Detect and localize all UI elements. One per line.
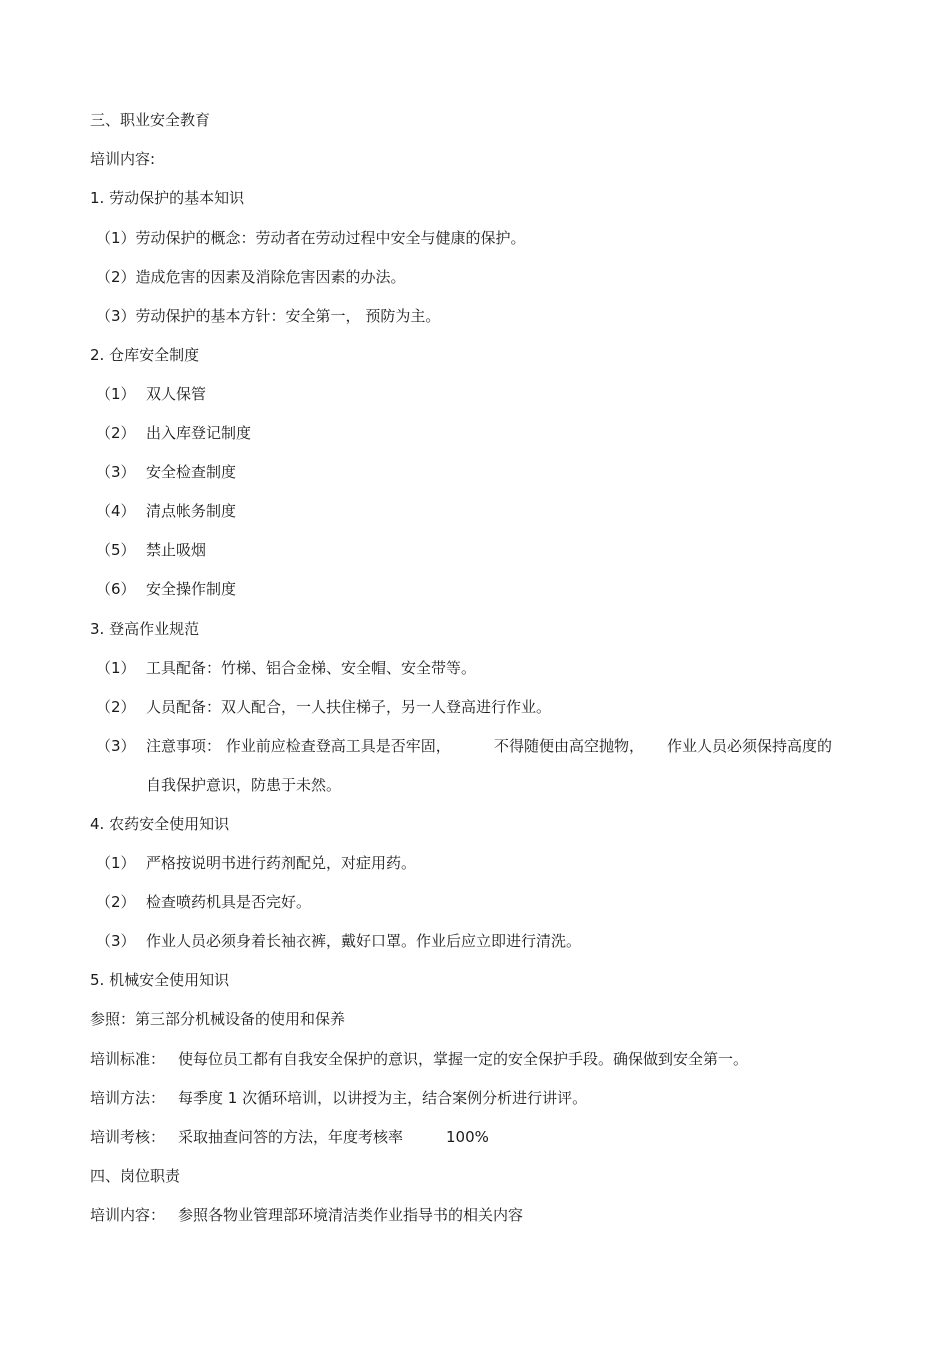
item-2-sub-1-num: （1） [96, 385, 136, 403]
training-standard-label: 培训标准： [90, 1050, 166, 1068]
item-3-sub-3-continuation: 自我保护意识，防患于未然。 [146, 776, 342, 794]
item-4-sub-3-text: 作业人员必须身着长袖衣裤，戴好口罩。作业后应立即进行清洗。 [146, 932, 582, 950]
item-1-sub-3: （3）劳动保护的基本方针：安全第一， 预防为主。 [96, 307, 441, 325]
item-2-sub-2-num: （2） [96, 424, 136, 442]
item-3-sub-3-text-c: 作业人员必须保持高度的 [667, 737, 833, 755]
item-2-sub-1-text: 双人保管 [146, 385, 207, 403]
item-4-sub-1-text: 严格按说明书进行药剂配兑，对症用药。 [146, 854, 417, 872]
item-2-sub-6-text: 安全操作制度 [146, 580, 237, 598]
section-4-content-text: 参照各物业管理部环境清洁类作业指导书的相关内容 [178, 1206, 524, 1224]
training-method-text: 每季度 1 次循环培训，以讲授为主，结合案例分析进行讲评。 [178, 1089, 588, 1107]
item-5-heading: 5. 机械安全使用知识 [90, 971, 230, 989]
item-3-sub-2-text: 人员配备：双人配合，一人扶住梯子，另一人登高进行作业。 [146, 698, 552, 716]
section-3-title: 三、职业安全教育 [90, 111, 211, 129]
training-method-label: 培训方法： [90, 1089, 166, 1107]
item-1-sub-2: （2）造成危害的因素及消除危害因素的办法。 [96, 268, 406, 286]
item-3-sub-3-text-a: 注意事项： 作业前应检查登高工具是否牢固， [146, 737, 451, 755]
item-3-sub-3-num: （3） [96, 737, 136, 755]
item-3-sub-2-num: （2） [96, 698, 136, 716]
item-2-sub-4-text: 清点帐务制度 [146, 502, 237, 520]
training-content-label: 培训内容: [90, 150, 156, 168]
item-2-sub-5-num: （5） [96, 541, 136, 559]
item-1-sub-1: （1）劳动保护的概念：劳动者在劳动过程中安全与健康的保护。 [96, 229, 526, 247]
item-2-sub-4-num: （4） [96, 502, 136, 520]
training-assessment-label: 培训考核： [90, 1128, 166, 1146]
section-4-content-label: 培训内容： [90, 1206, 166, 1224]
item-4-sub-1-num: （1） [96, 854, 136, 872]
item-3-sub-3-text-b: 不得随便由高空抛物， [494, 737, 645, 755]
assessment-rate: 100% [446, 1128, 489, 1146]
training-standard-text: 使每位员工都有自我安全保护的意识，掌握一定的安全保护手段。确保做到安全第一。 [178, 1050, 749, 1068]
item-4-sub-2-num: （2） [96, 893, 136, 911]
training-assessment-text: 采取抽查问答的方法，年度考核率 [178, 1128, 404, 1146]
item-2-sub-5-text: 禁止吸烟 [146, 541, 207, 559]
item-2-sub-6-num: （6） [96, 580, 136, 598]
item-2-sub-3-text: 安全检查制度 [146, 463, 237, 481]
item-4-sub-3-num: （3） [96, 932, 136, 950]
item-2-heading: 2. 仓库安全制度 [90, 346, 200, 364]
item-3-sub-1-text: 工具配备：竹梯、铝合金梯、安全帽、安全带等。 [146, 659, 477, 677]
item-4-heading: 4. 农药安全使用知识 [90, 815, 230, 833]
item-3-heading: 3. 登高作业规范 [90, 620, 200, 638]
item-2-sub-2-text: 出入库登记制度 [146, 424, 252, 442]
item-2-sub-3-num: （3） [96, 463, 136, 481]
reference-text: 参照：第三部分机械设备的使用和保养 [90, 1010, 346, 1028]
section-4-title: 四、岗位职责 [90, 1167, 181, 1185]
item-1-heading: 1. 劳动保护的基本知识 [90, 189, 245, 207]
item-4-sub-2-text: 检查喷药机具是否完好。 [146, 893, 312, 911]
item-3-sub-1-num: （1） [96, 659, 136, 677]
